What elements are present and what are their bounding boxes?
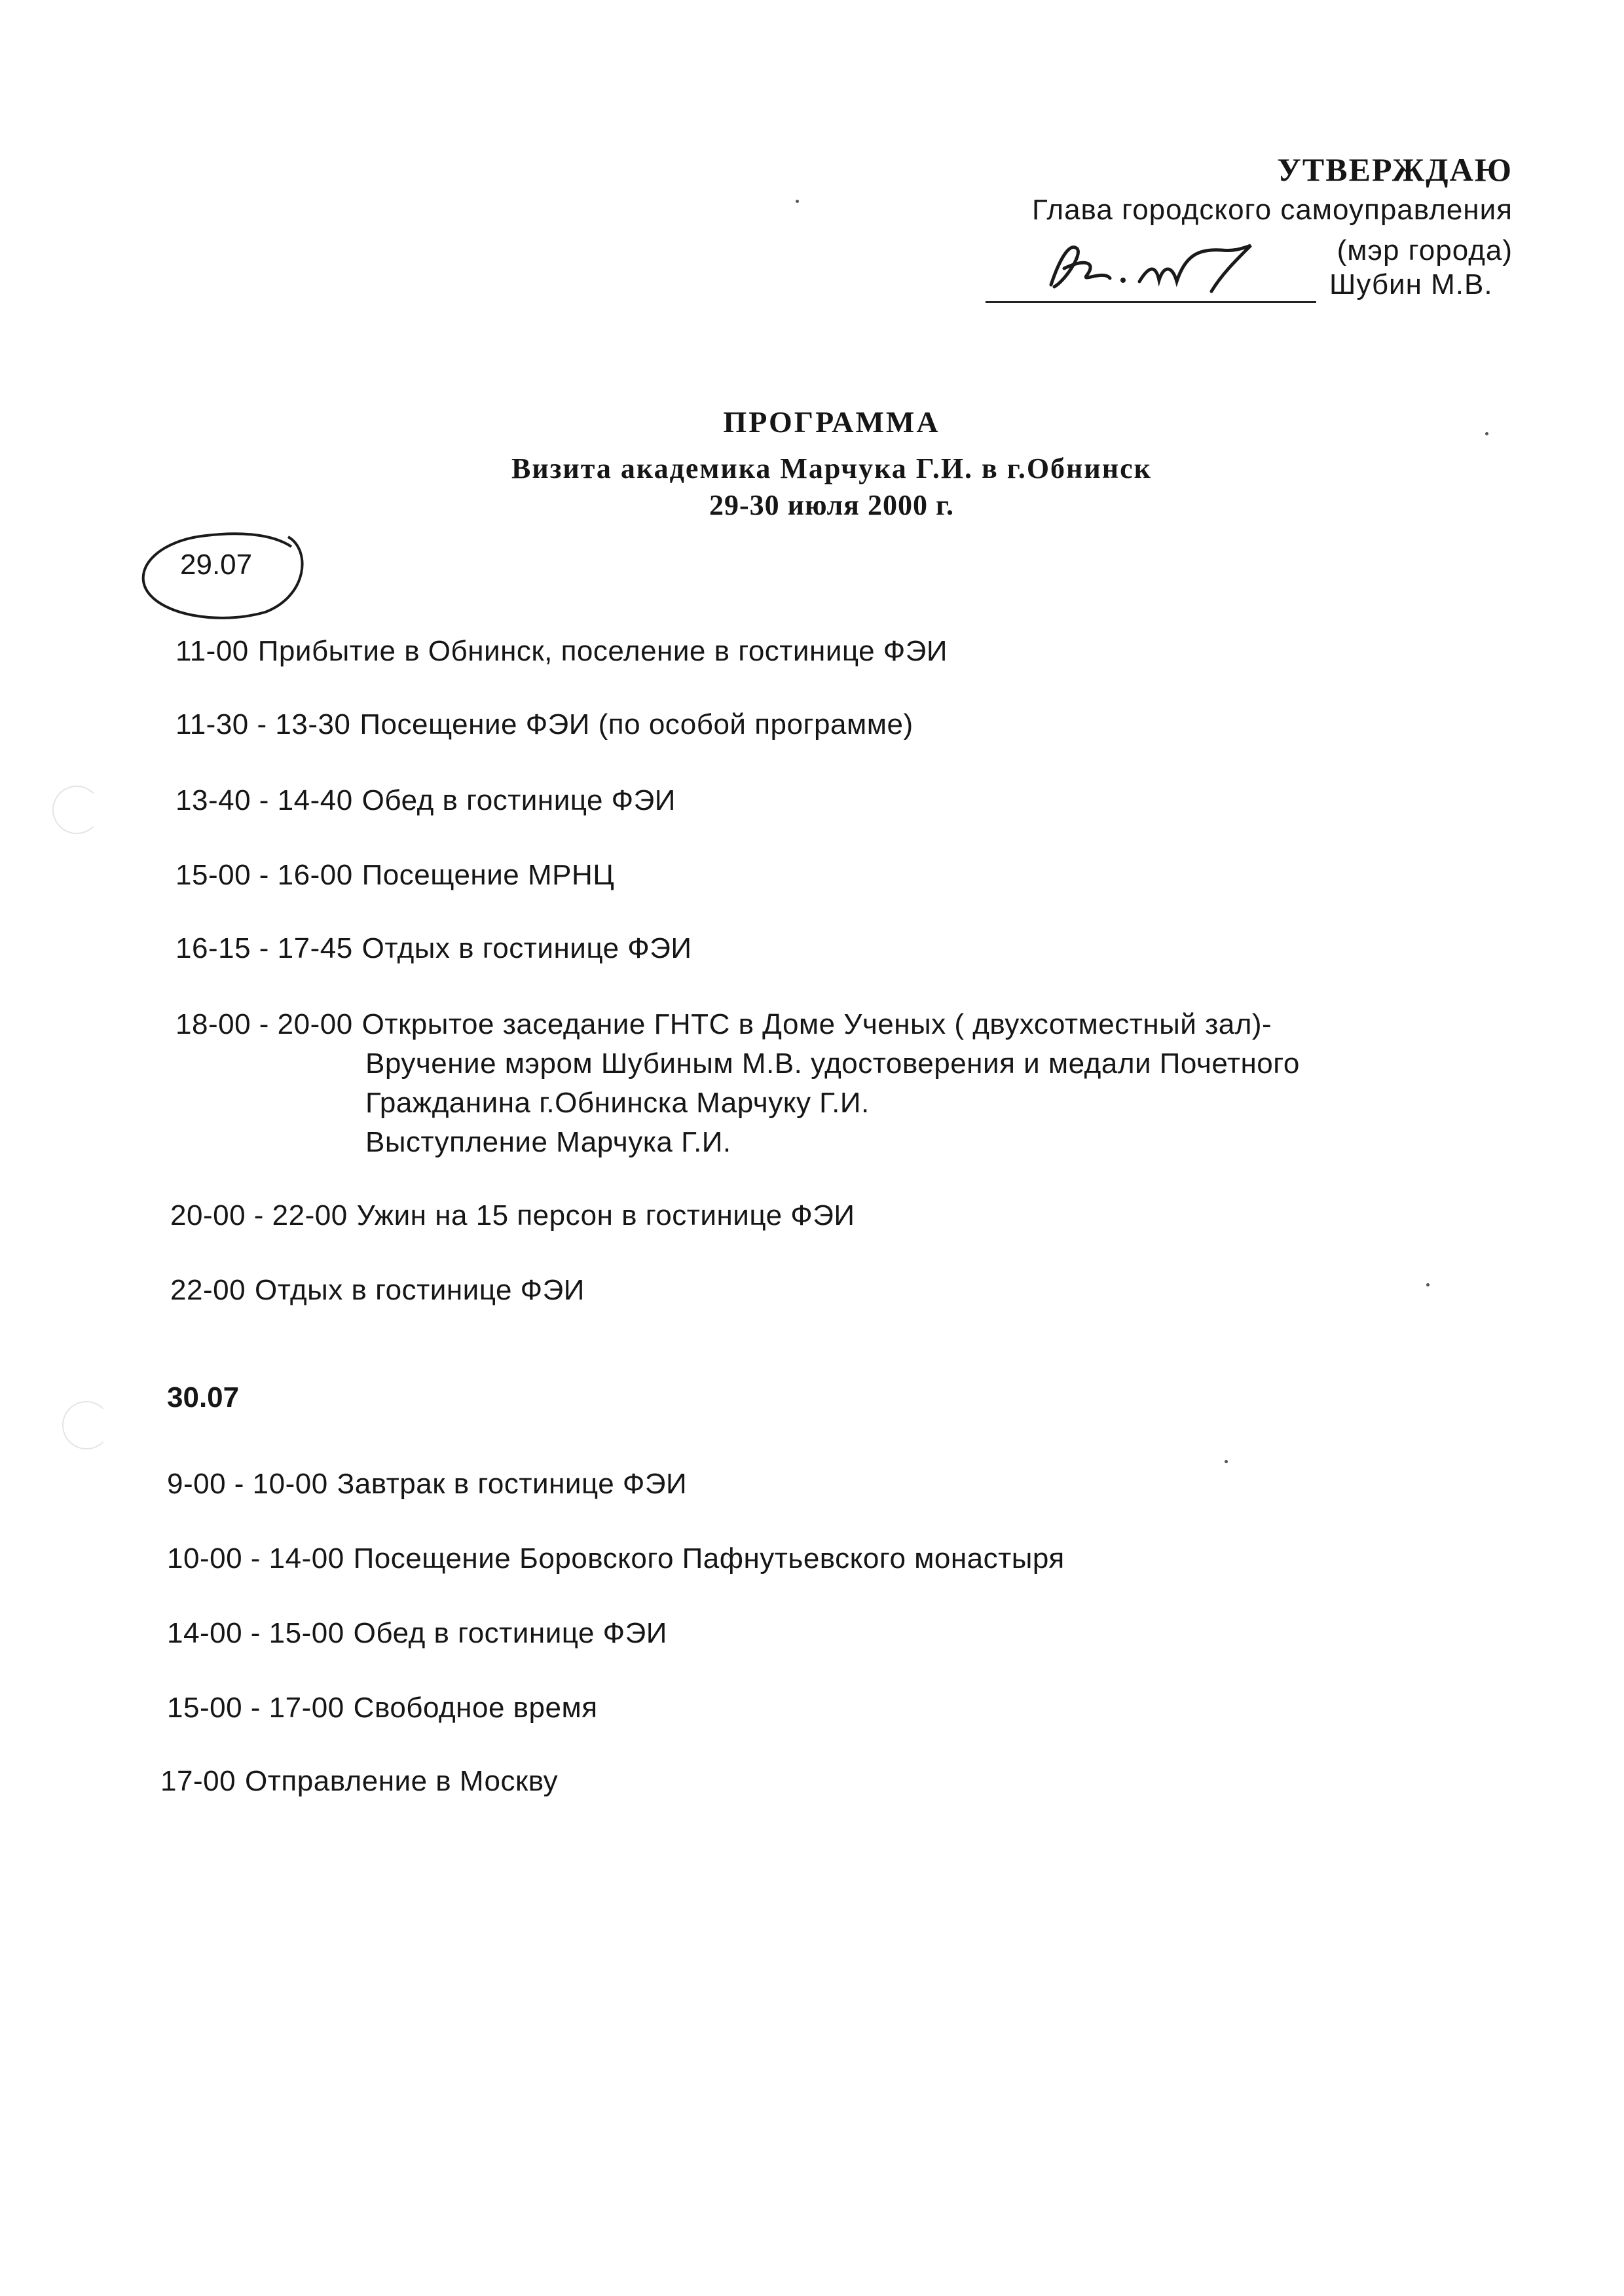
day-1-label: 29.07	[180, 549, 253, 581]
schedule-time: 9-00 - 10-00	[167, 1468, 328, 1500]
schedule-time: 20-00 - 22-00	[170, 1199, 348, 1231]
schedule-item	[167, 1542, 1065, 1575]
schedule-continuation: Выступление Марчука Г.И.	[365, 1126, 731, 1158]
program-title: ПРОГРАММА	[723, 405, 940, 439]
schedule-text: Обед в гостинице ФЭИ	[353, 1617, 667, 1649]
schedule-time: 17-00	[160, 1765, 236, 1797]
handwritten-signature	[1025, 229, 1300, 301]
approval-position: Глава городского самоуправления	[1032, 194, 1513, 226]
schedule-time: 18-00 - 20-00	[175, 1008, 353, 1040]
schedule-time: 14-00 - 15-00	[167, 1617, 344, 1649]
signature-line	[986, 301, 1316, 303]
scan-speck	[796, 200, 799, 203]
schedule-text: Прибытие в Обнинск, поселение в гостинице ФЭИ	[257, 635, 948, 667]
schedule-item	[167, 1692, 598, 1724]
schedule-text: Ужин на 15 персон в гостинице ФЭИ	[356, 1199, 855, 1231]
schedule-item	[175, 708, 913, 741]
schedule-time: 11-00	[175, 635, 249, 667]
schedule-text: Обед в гостинице ФЭИ	[361, 784, 676, 816]
schedule-continuation: Гражданина г.Обнинска Марчуку Г.И.	[365, 1087, 870, 1119]
schedule-text: Посещение ФЭИ (по особой программе)	[360, 708, 913, 740]
schedule-item	[175, 932, 692, 965]
approval-title: УТВЕРЖДАЮ	[1277, 151, 1513, 188]
schedule-text: Свободное время	[353, 1692, 598, 1724]
schedule-continuation: Вручение мэром Шубиным М.В. удостоверения и медали Почетного	[365, 1048, 1300, 1080]
hole-punch-mark	[62, 1401, 111, 1449]
schedule-text: Завтрак в гостинице ФЭИ	[337, 1468, 688, 1500]
schedule-text: Открытое заседание ГНТС в Доме Ученых ( двухсотместный зал)-	[361, 1008, 1272, 1040]
schedule-item	[175, 635, 948, 668]
schedule-time: 16-15 - 17-45	[175, 932, 353, 964]
schedule-item	[175, 859, 614, 892]
program-dates: 29-30 июля 2000 г.	[709, 489, 955, 521]
scan-speck	[1225, 1460, 1228, 1463]
schedule-item	[167, 1468, 687, 1501]
scan-speck	[1426, 1283, 1430, 1286]
approval-signer: Шубин М.В.	[1329, 268, 1493, 301]
schedule-time: 15-00 - 17-00	[167, 1692, 344, 1724]
schedule-item	[175, 1008, 1272, 1041]
schedule-time: 22-00	[170, 1274, 246, 1306]
schedule-text: Посещение МРНЦ	[361, 859, 615, 891]
schedule-time: 10-00 - 14-00	[167, 1542, 344, 1575]
schedule-item	[170, 1199, 855, 1232]
scan-speck	[1485, 432, 1488, 435]
schedule-time: 15-00 - 16-00	[175, 859, 353, 891]
schedule-time: 13-40 - 14-40	[175, 784, 353, 816]
program-subtitle: Визита академика Марчука Г.И. в г.Обнинск	[511, 452, 1152, 484]
schedule-text: Отдых в гостинице ФЭИ	[255, 1274, 585, 1306]
hole-punch-mark	[52, 786, 101, 834]
schedule-item	[175, 784, 676, 817]
schedule-item	[170, 1274, 585, 1307]
day-2-label: 30.07	[167, 1381, 240, 1413]
schedule-text: Отправление в Москву	[245, 1765, 559, 1797]
schedule-item	[167, 1617, 667, 1650]
schedule-text: Отдых в гостинице ФЭИ	[361, 932, 692, 964]
approval-role: (мэр города)	[1337, 234, 1513, 266]
schedule-time: 11-30 - 13-30	[175, 708, 351, 740]
schedule-item	[160, 1765, 558, 1798]
schedule-text: Посещение Боровского Пафнутьевского монастыря	[353, 1542, 1065, 1575]
